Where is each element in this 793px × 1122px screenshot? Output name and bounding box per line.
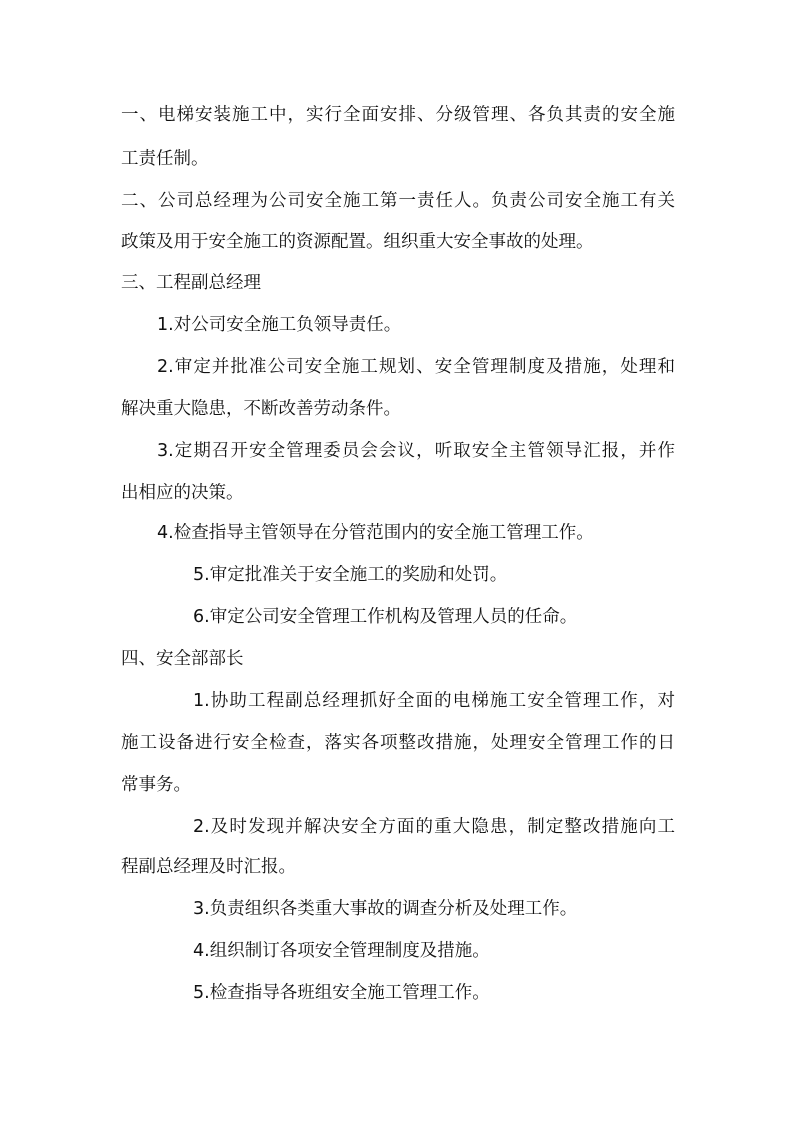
section-3-item-5: 5.审定批准关于安全施工的奖励和处罚。: [193, 565, 508, 585]
section-3-item-2-line-2: 解决重大隐患，不断改善劳动条件。: [121, 399, 401, 419]
section-4-item-3: 3.负责组织各类重大事故的调查分析及处理工作。: [193, 899, 578, 919]
section-3-item-2-line-1: 2.审定并批准公司安全施工规划、安全管理制度及措施，处理和: [157, 357, 675, 377]
section-2-line-1: 二、公司总经理为公司安全施工第一责任人。负责公司安全施工有关: [121, 191, 675, 211]
section-3-heading: 三、工程副总经理: [121, 273, 261, 293]
section-4-item-2-line-1: 2.及时发现并解决安全方面的重大隐患，制定整改措施向工: [193, 817, 675, 837]
section-4-item-1-line-1: 1.协助工程副总经理抓好全面的电梯施工安全管理工作，对: [193, 691, 675, 711]
section-3-item-6: 6.审定公司安全管理工作机构及管理人员的任命。: [193, 607, 578, 627]
section-4-item-4: 4.组织制订各项安全管理制度及措施。: [193, 941, 490, 961]
section-4-item-2-line-2: 程副总经理及时汇报。: [121, 857, 296, 877]
section-1-line-2: 工责任制。: [121, 149, 209, 169]
section-3-item-1: 1.对公司安全施工负领导责任。: [157, 315, 402, 335]
section-4-item-1-line-3: 常事务。: [121, 775, 191, 795]
section-3-item-3-line-1: 3.定期召开安全管理委员会会议，听取安全主管领导汇报，并作: [157, 441, 675, 461]
section-3-item-3-line-2: 出相应的决策。: [121, 483, 244, 503]
section-4-heading: 四、安全部部长: [121, 649, 244, 669]
section-3-item-4: 4.检查指导主管领导在分管范围内的安全施工管理工作。: [157, 523, 594, 543]
section-4-item-5: 5.检查指导各班组安全施工管理工作。: [193, 983, 490, 1003]
section-4-item-1-line-2: 施工设备进行安全检查，落实各项整改措施，处理安全管理工作的日: [121, 733, 675, 753]
section-2-line-2: 政策及用于安全施工的资源配置。组织重大安全事故的处理。: [121, 232, 594, 252]
section-1-line-1: 一、电梯安装施工中，实行全面安排、分级管理、各负其责的安全施: [121, 105, 675, 125]
